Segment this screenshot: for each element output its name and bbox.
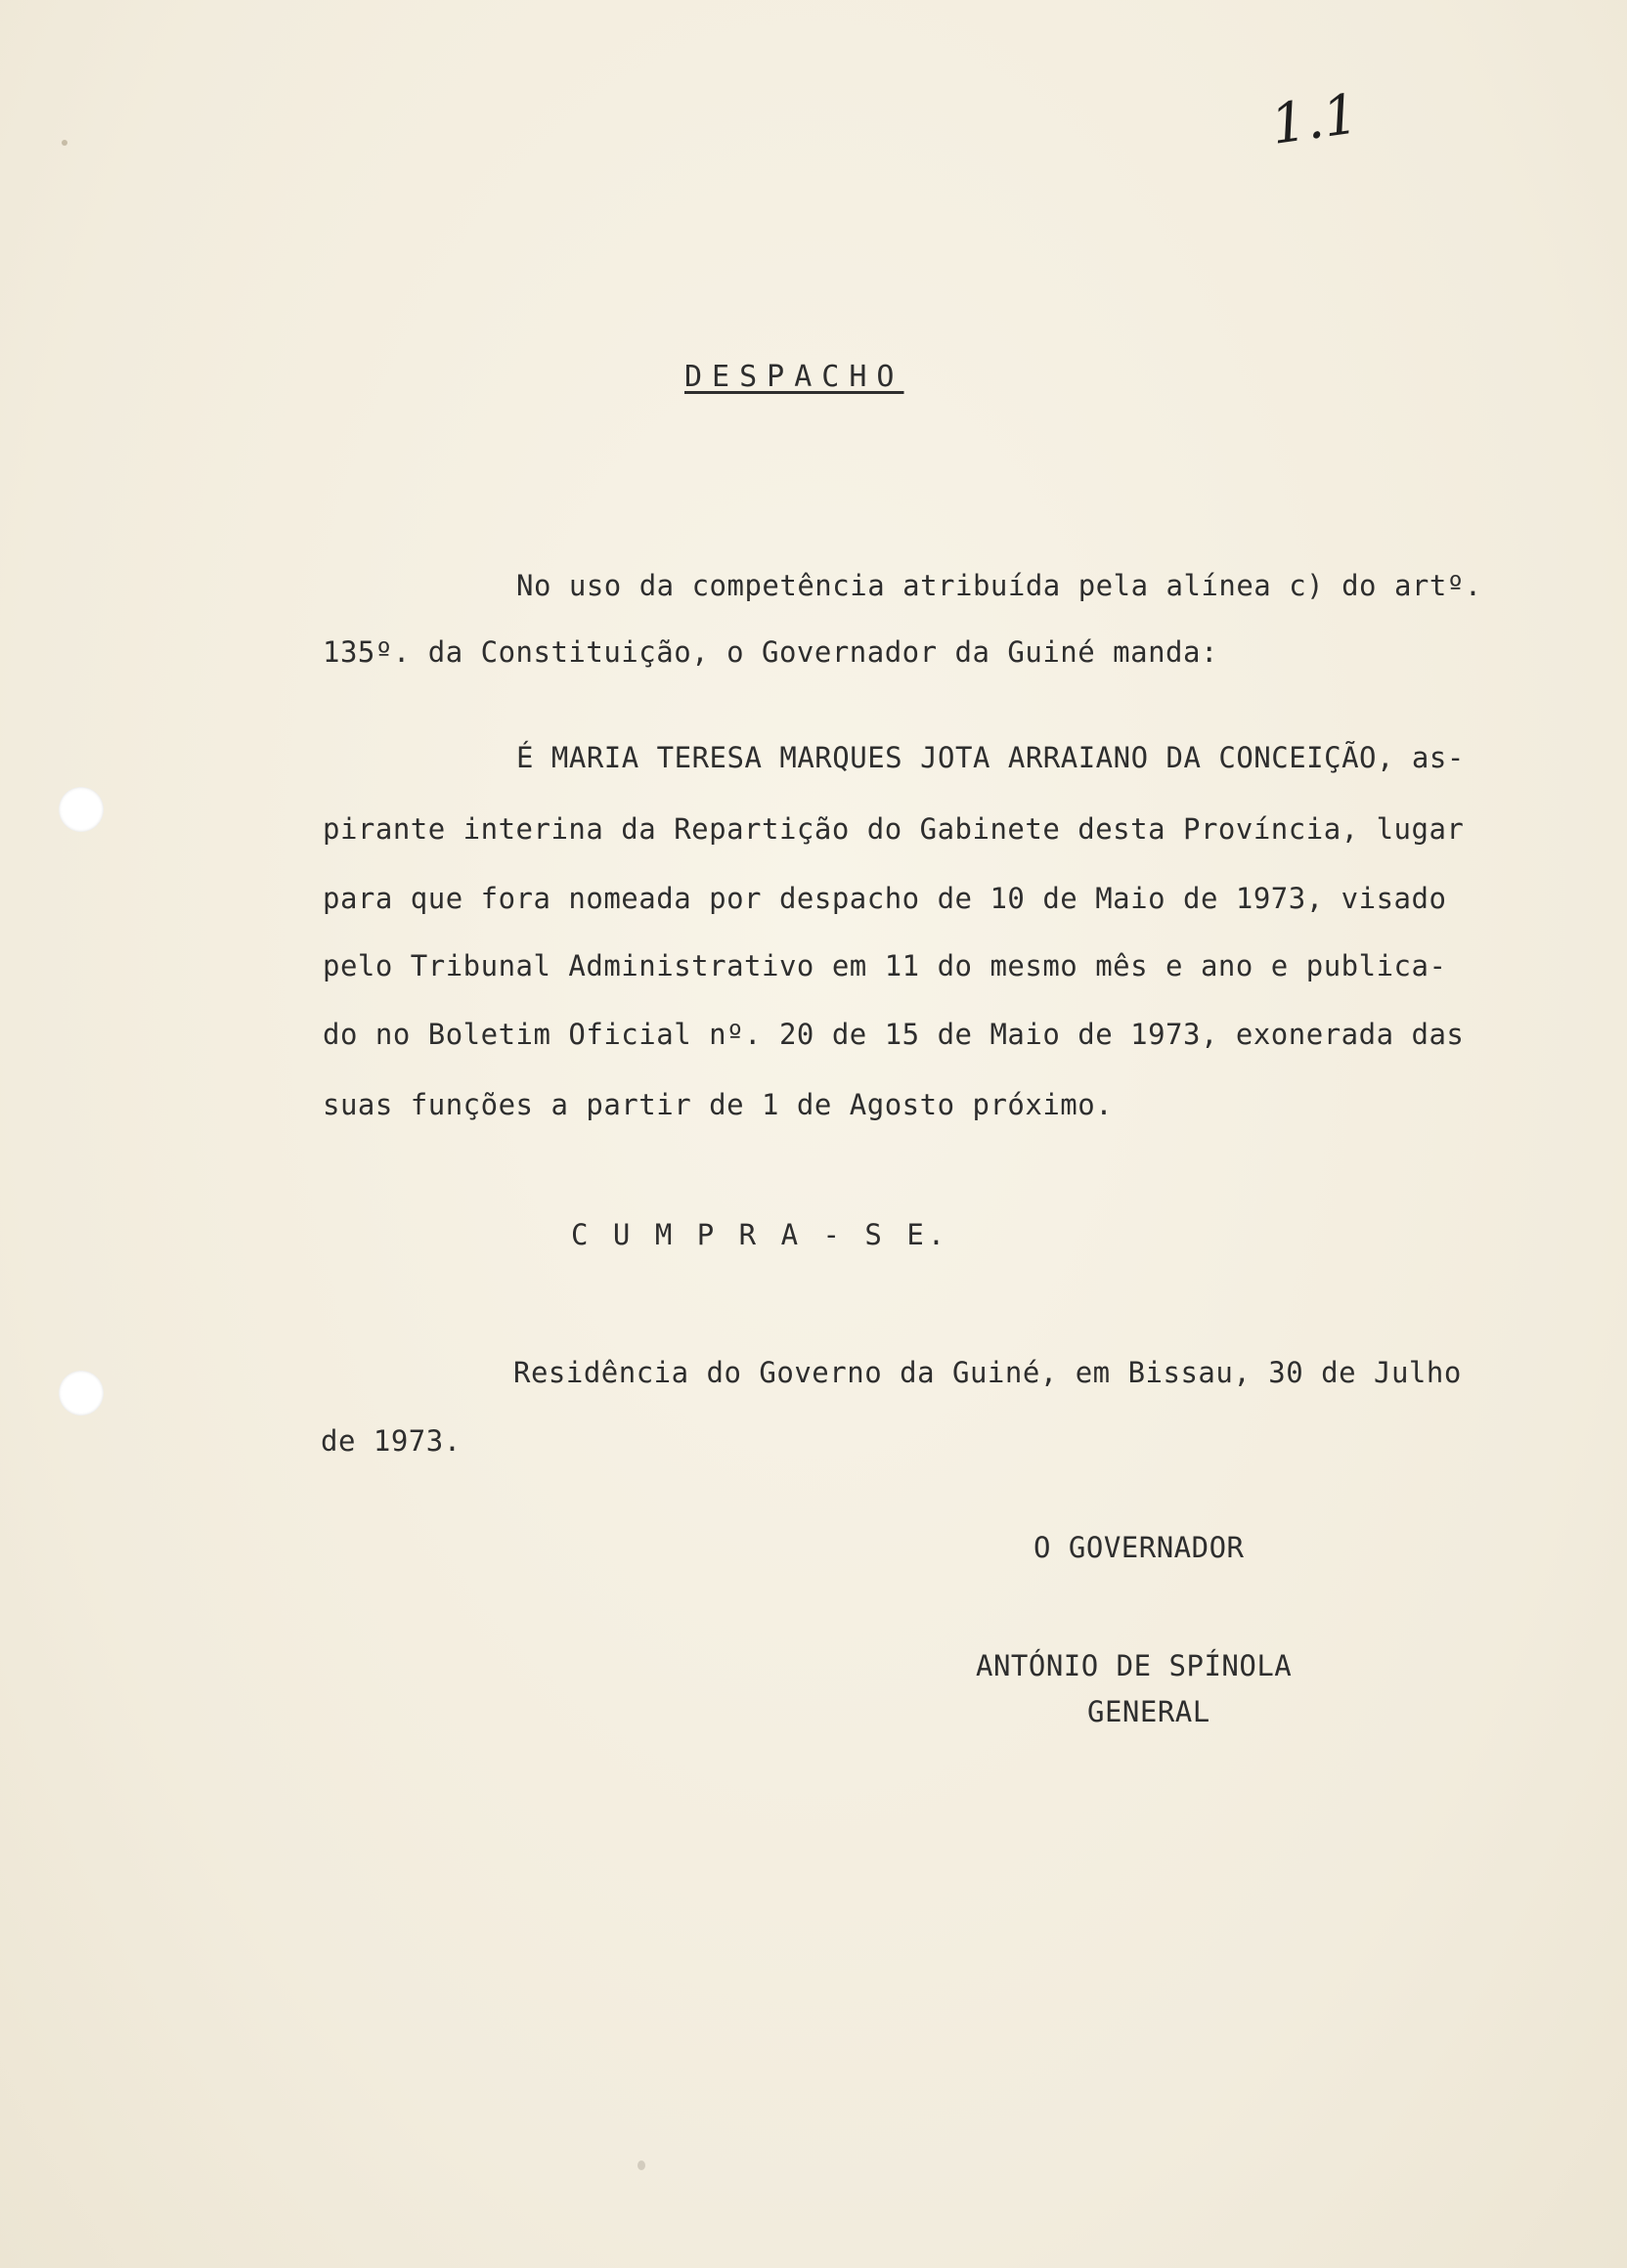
intro-line-1: No uso da competência atribuída pela alínea c) do artº. xyxy=(516,569,1482,602)
signature-role: O GOVERNADOR xyxy=(1033,1531,1245,1564)
body-line-4: pelo Tribunal Administrativo em 11 do mesmo mês e ano e publica- xyxy=(323,949,1447,982)
punch-hole-top xyxy=(59,787,104,832)
place-date-line-2: de 1973. xyxy=(321,1424,462,1458)
cumpra-se-line: C U M P R A - S E. xyxy=(571,1218,949,1251)
document-title: DESPACHO xyxy=(684,360,904,394)
paper-spot-dot xyxy=(62,140,67,146)
punch-hole-bottom xyxy=(59,1371,104,1416)
place-date-line-1: Residência do Governo da Guiné, em Bissau, 30 de Julho xyxy=(513,1356,1462,1389)
body-line-3: para que fora nomeada por despacho de 10 de Maio de 1973, visado xyxy=(323,882,1447,915)
intro-line-2: 135º. da Constituição, o Governador da Guiné manda: xyxy=(323,635,1218,669)
paper-spot-dot xyxy=(638,2160,645,2170)
handwritten-page-number: 1.1 xyxy=(1266,82,1363,157)
body-line-2: pirante interina da Repartição do Gabinete desta Província, lugar xyxy=(323,812,1465,846)
body-line-1: É MARIA TERESA MARQUES JOTA ARRAIANO DA CONCEIÇÃO, as- xyxy=(516,741,1465,774)
body-line-5: do no Boletim Oficial nº. 20 de 15 de Maio de 1973, exonerada das xyxy=(323,1018,1465,1051)
signature-rank: GENERAL xyxy=(1087,1695,1210,1728)
signature-name: ANTÓNIO DE SPÍNOLA xyxy=(976,1649,1293,1682)
body-line-6: suas funções a partir de 1 de Agosto próximo. xyxy=(323,1088,1114,1121)
